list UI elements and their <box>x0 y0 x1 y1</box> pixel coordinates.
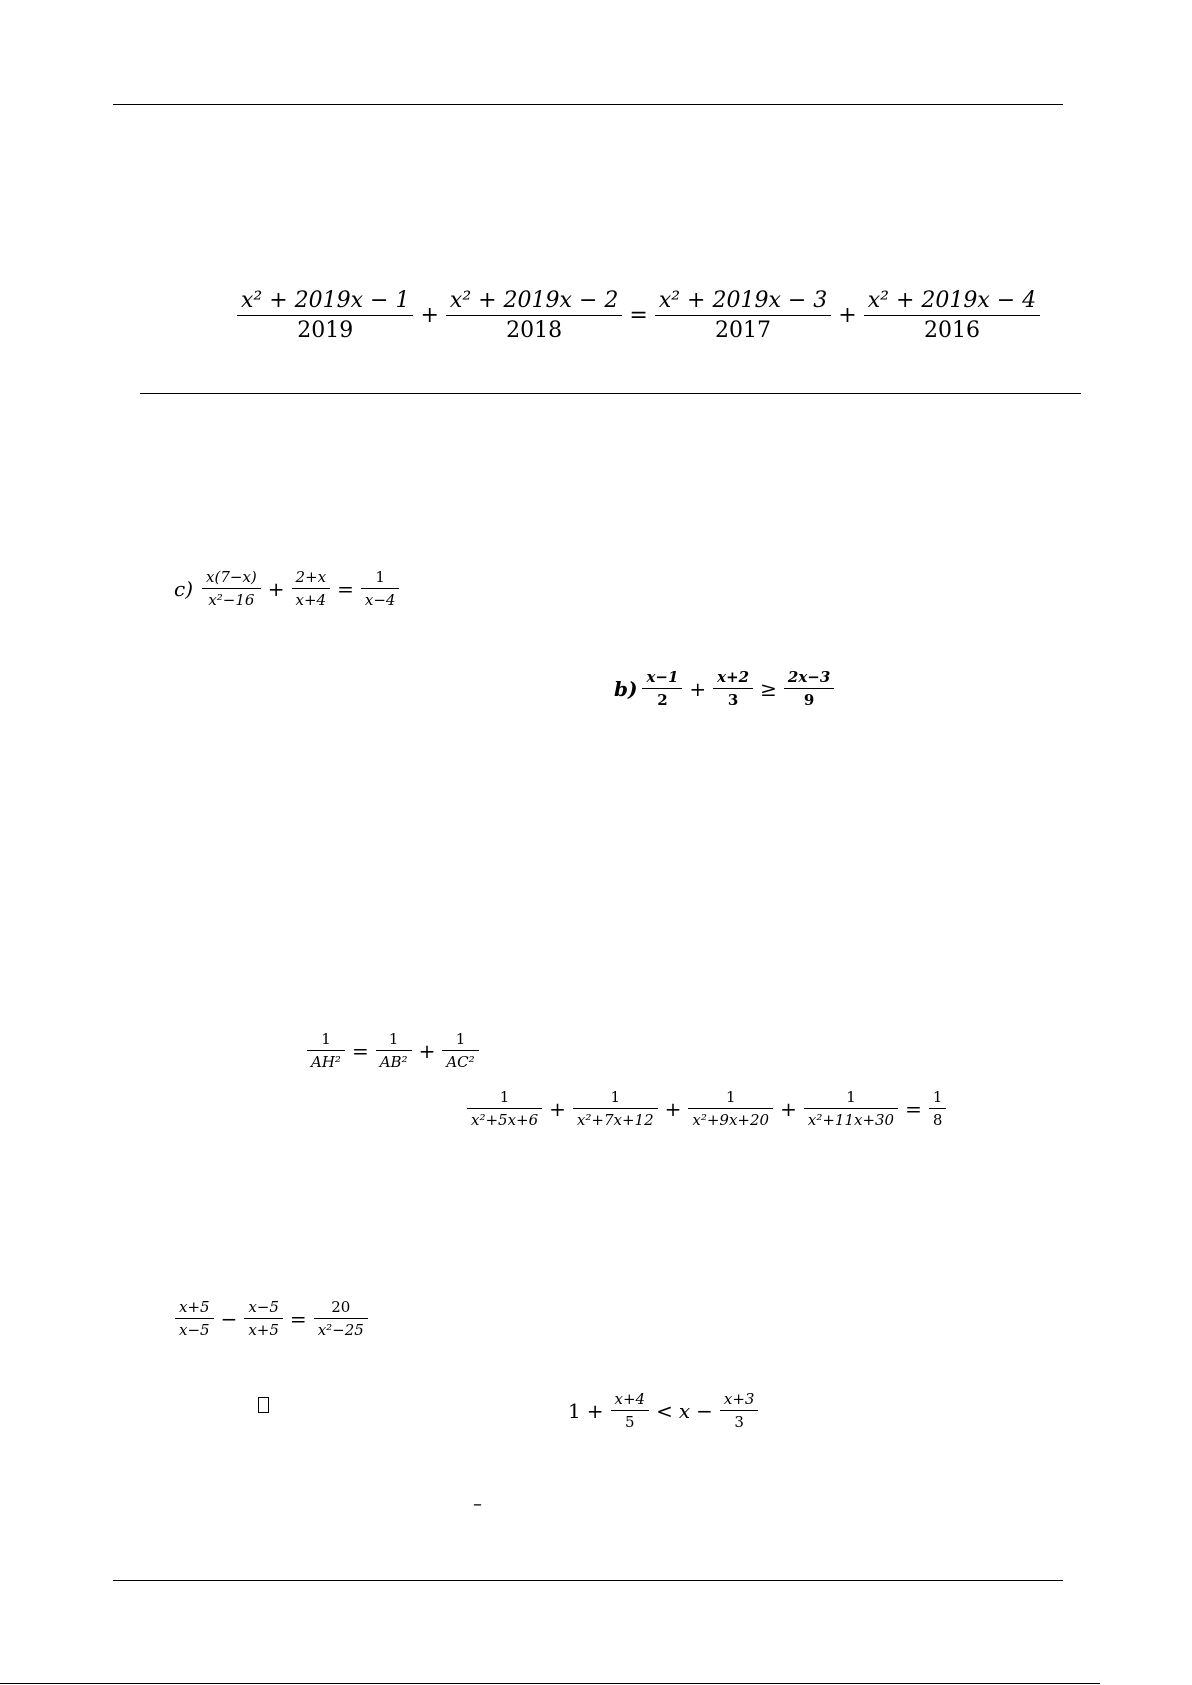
inequality-b <box>614 668 835 709</box>
fraction <box>715 668 751 709</box>
denominator: 2019 <box>237 315 413 343</box>
numerator: 2+x <box>295 568 327 586</box>
item-label: c) <box>174 576 194 601</box>
fraction <box>448 288 620 343</box>
constant: 1 <box>568 1398 581 1423</box>
denominator: AB² <box>376 1050 412 1071</box>
numerator: x+3 <box>723 1390 755 1408</box>
operator: − <box>696 1398 713 1423</box>
numerator: 1 <box>932 1088 943 1106</box>
numerator: 1 <box>455 1030 466 1048</box>
footer-rule <box>113 1580 1063 1581</box>
denominator: x−5 <box>175 1318 214 1339</box>
fraction <box>657 288 829 343</box>
operator: + <box>586 1398 604 1423</box>
fraction <box>316 1298 366 1339</box>
denominator: 3 <box>713 688 753 709</box>
denominator: AC² <box>442 1050 478 1071</box>
denominator: 2017 <box>655 315 831 343</box>
numerator: x² + 2019x − 1 <box>241 288 410 313</box>
operator: + <box>838 303 857 328</box>
denominator: 2 <box>642 688 682 709</box>
denominator: 2018 <box>446 315 622 343</box>
inequality-2 <box>568 1390 759 1431</box>
numerator: x+2 <box>717 668 750 686</box>
denominator: 5 <box>611 1410 650 1431</box>
numerator: x² + 2019x − 3 <box>658 288 828 313</box>
operator: = <box>289 1306 307 1331</box>
numerator: x+5 <box>179 1298 210 1316</box>
equation-x-plus-5 <box>174 1298 369 1339</box>
fraction <box>294 568 329 609</box>
operator: + <box>664 1096 682 1121</box>
numerator: 1 <box>388 1030 399 1048</box>
fraction <box>378 1030 410 1071</box>
fraction <box>644 668 680 709</box>
operator: + <box>420 303 439 328</box>
operator: − <box>220 1306 238 1331</box>
denominator: 9 <box>784 688 834 709</box>
equation-c <box>174 568 400 609</box>
denominator: x+4 <box>292 588 331 609</box>
numerator: 1 <box>725 1088 736 1106</box>
fraction <box>613 1390 648 1431</box>
numerator: 1 <box>375 568 385 586</box>
fraction <box>309 1030 343 1071</box>
numerator: x−1 <box>646 668 679 686</box>
operator: = <box>337 576 354 601</box>
denominator: x²+7x+12 <box>573 1108 658 1129</box>
equation-altitude <box>306 1030 480 1071</box>
operator: = <box>629 303 648 328</box>
fraction <box>786 668 832 709</box>
fraction <box>690 1088 771 1129</box>
operator: = <box>905 1096 922 1121</box>
numerator: 1 <box>846 1088 856 1106</box>
denominator: 8 <box>929 1108 947 1129</box>
numerator: x² + 2019x − 4 <box>867 288 1037 313</box>
fraction <box>246 1298 281 1339</box>
numerator: 1 <box>610 1088 621 1106</box>
operator: + <box>689 676 707 701</box>
denominator: AH² <box>307 1050 345 1071</box>
numerator: 1 <box>321 1030 331 1048</box>
numerator: 20 <box>331 1298 351 1316</box>
fraction <box>239 288 411 343</box>
operator: + <box>549 1096 566 1121</box>
page-edge-rule <box>0 1683 1100 1684</box>
item-label: b) <box>614 676 638 701</box>
numerator: x+4 <box>614 1390 646 1408</box>
denominator: x²+11x+30 <box>804 1108 898 1129</box>
fraction <box>204 568 259 609</box>
denominator: x+5 <box>244 1318 283 1339</box>
numerator: x² + 2019x − 2 <box>449 288 619 313</box>
operator: + <box>418 1038 436 1063</box>
denominator: x²+9x+20 <box>688 1108 773 1129</box>
fraction <box>363 568 398 609</box>
relation: ≥ <box>760 676 777 701</box>
equation-sum <box>466 1088 947 1129</box>
fraction <box>931 1088 945 1129</box>
denominator: 3 <box>720 1410 759 1431</box>
operator: = <box>351 1038 369 1063</box>
header-rule <box>113 104 1063 105</box>
numerator: 2x−3 <box>787 668 831 686</box>
fraction <box>177 1298 212 1339</box>
denominator: x²−16 <box>202 588 261 609</box>
fraction <box>469 1088 540 1129</box>
denominator: 2016 <box>864 315 1040 343</box>
numerator: 1 <box>499 1088 510 1106</box>
denominator: x²+5x+6 <box>467 1108 542 1129</box>
fraction <box>444 1030 476 1071</box>
operator: + <box>780 1096 797 1121</box>
section-divider <box>140 393 1081 394</box>
denominator: x−4 <box>361 588 400 609</box>
fraction <box>575 1088 656 1129</box>
dash-glyph: – <box>473 1494 482 1515</box>
fraction <box>722 1390 757 1431</box>
numerator: x(7−x) <box>206 568 257 586</box>
denominator: x²−25 <box>314 1318 368 1339</box>
square-glyph-icon <box>258 1397 269 1413</box>
numerator: x−5 <box>248 1298 279 1316</box>
operator: + <box>267 576 285 601</box>
fraction <box>806 1088 896 1129</box>
relation: < <box>656 1398 673 1423</box>
variable: x <box>678 1398 691 1423</box>
equation-2019 <box>236 288 1041 343</box>
fraction <box>866 288 1038 343</box>
